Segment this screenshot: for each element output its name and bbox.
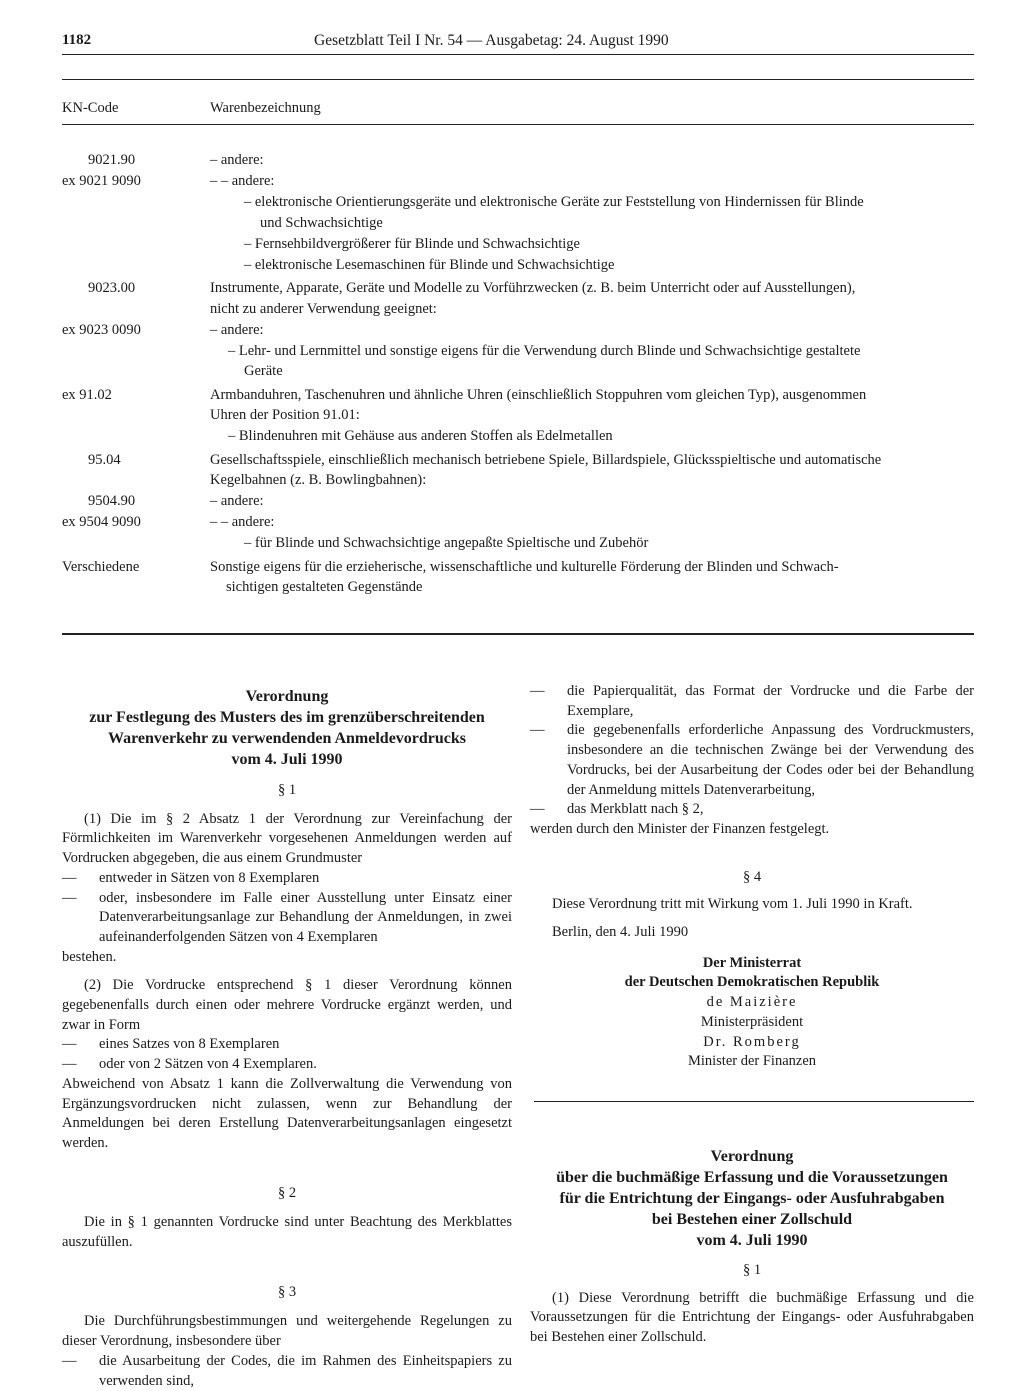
paragraph: Die Durchführungsbestimmungen und weitergehende Regelungen zu dieser Verordnung, insbesondere über: [62, 1313, 512, 1350]
table-top-rule: [62, 79, 974, 80]
description-line: – elektronische Orientierungsgeräte und elektronische Geräte zur Feststellung von Hindernissen für Blinde: [244, 194, 864, 210]
section-label: § 1: [277, 782, 297, 798]
table-row: [62, 426, 974, 447]
description-line: Armbanduhren, Taschenuhren und ähnliche Uhren (einschließlich Stoppuhren vom gleichen Typ), ausgenommen: [210, 386, 867, 403]
column-header-description: Warenbezeichnung: [210, 100, 321, 116]
table-row: [62, 150, 974, 171]
paragraph: werden durch den Minister der Finanzen festgelegt.: [530, 820, 830, 837]
description-line: Uhren der Position 91.01:: [210, 407, 360, 423]
list-item: — die Ausarbeitung der Codes, die im Rahmen des Einheitspapiers zu verwenden sind,: [62, 1352, 512, 1389]
description-line: – elektronische Lesemaschinen für Blinde und Schwachsichtige: [244, 256, 615, 273]
description-line: Kegelbahnen (z. B. Bowlingbahnen):: [210, 472, 427, 488]
heading-line: für die Entrichtung der Eingangs- oder Ausfuhrabgaben: [559, 1190, 945, 1207]
description-line: Gesellschaftsspiele, einschließlich mechanisch betriebene Spiele, Billardspiele, Glücksspieltische und automatische: [210, 451, 882, 468]
description-line: – – andere:: [210, 173, 275, 189]
paragraph: (2) Die Vordrucke entsprechend § 1 dieser Verordnung können gegebenenfalls durch einen oder mehrere Vordrucke ergänzt werden, und zwar in Form: [62, 977, 512, 1033]
section-label: § 4: [742, 868, 762, 885]
signatory-body: der Deutschen Demokratischen Republik: [624, 974, 880, 991]
heading-line: Warenverkehr zu verwendenden Anmeldevordrucks: [107, 730, 467, 747]
kn-code: Verschiedene: [62, 558, 140, 575]
header-rule: [62, 54, 974, 55]
table-row: [62, 533, 974, 554]
list-item: — die Papierqualität, das Format der Vordrucke und die Farbe der Exemplare,: [530, 683, 974, 719]
description-line: und Schwachsichtige: [260, 214, 383, 231]
signatory-name: Dr. Romberg: [703, 1033, 801, 1050]
description-line: – andere:: [210, 152, 264, 168]
goods-table: [62, 150, 974, 598]
kn-code: 9023.00: [88, 280, 136, 296]
publication-title: Gesetzblatt Teil I Nr. 54 — Ausgabetag: 24. August 1990: [314, 32, 669, 49]
section-label: § 1: [742, 1262, 762, 1278]
heading-line: vom 4. Juli 1990: [231, 751, 343, 768]
description-line: – für Blinde und Schwachsichtige angepaßte Spieltische und Zubehör: [244, 535, 649, 551]
signatory-body: Der Ministerrat: [702, 954, 802, 971]
table-row: [62, 450, 974, 491]
heading-line: Verordnung: [710, 1148, 794, 1165]
table-row: [62, 192, 974, 233]
description-line: nicht zu anderer Verwendung geeignet:: [210, 300, 437, 317]
paragraph: Diese Verordnung tritt mit Wirkung vom 1. Juli 1990 in Kraft.: [552, 896, 913, 913]
heading-line: Verordnung: [245, 688, 329, 705]
paragraph: Die in § 1 genannten Vordrucke sind unter Beachtung des Merkblattes auszufüllen.: [62, 1214, 512, 1251]
table-row: [62, 491, 974, 512]
column-divider: [534, 1101, 974, 1102]
signatory-name: de Maizière: [706, 994, 798, 1011]
table-row: [62, 171, 974, 192]
table-row: [62, 320, 974, 341]
decree-heading: [530, 1146, 974, 1251]
description-line: – – andere:: [210, 514, 275, 530]
description-line: – Fernsehbildvergrößerer für Blinde und Schwachsichtige: [244, 235, 580, 252]
description-line: – Lehr- und Lernmittel und sonstige eigens für die Verwendung durch Blinde und Schwachsichtige gestaltete: [228, 342, 861, 359]
table-row: [62, 255, 974, 276]
paragraph: Abweichend von Absatz 1 kann die Zollverwaltung die Verwendung von Ergänzungsvordrucken nicht zulassen, wenn zur Behandlung der Anmeldungen bei deren Erstellung Datenverarbeitungsanlagen eingesetzt werden.: [62, 1075, 512, 1151]
page-number: 1182: [62, 32, 92, 48]
table-row: [62, 385, 974, 426]
section-label: § 2: [277, 1184, 297, 1201]
list-item: — entweder in Sätzen von 8 Exemplaren: [62, 869, 320, 886]
column-header-code: KN-Code: [62, 100, 119, 116]
kn-code: ex 9021 9090: [62, 173, 141, 189]
list-item: — oder, insbesondere im Falle einer Ausstellung unter Einsatz einer Datenverarbeitungsanlage zur Behandlung der Anmeldungen, in zwei aufeinanderfolgenden Sätzen von 4 Exemplaren: [62, 889, 512, 945]
table-row: [62, 234, 974, 255]
heading-line: vom 4. Juli 1990: [696, 1232, 808, 1249]
list-item: — die gegebenenfalls erforderliche Anpassung des Vordruckmusters, insbesondere an die technischen Zwänge bei der Verwendung des Vordrucks, bei der Ausarbeitung der Codes oder bei der Behandlung der Anmeldung mittels Datenverarbeitung,: [530, 722, 974, 798]
heading-line: über die buchmäßige Erfassung und die Voraussetzungen: [556, 1169, 948, 1186]
table-row: [62, 341, 974, 382]
description-line: – Blindenuhren mit Gehäuse aus anderen Stoffen als Edelmetallen: [228, 428, 613, 444]
kn-code: ex 9504 9090: [62, 514, 141, 530]
heading-line: bei Bestehen einer Zollschuld: [651, 1211, 853, 1228]
table-row: [62, 278, 974, 319]
kn-code: ex 91.02: [62, 386, 112, 403]
list-item: — eines Satzes von 8 Exemplaren: [62, 1036, 280, 1053]
description-line: Geräte: [244, 363, 283, 379]
right-column-second-decree: [530, 1146, 974, 1348]
signatory-role: Minister der Finanzen: [687, 1053, 817, 1070]
kn-code: 9504.90: [88, 493, 136, 509]
list-item: — das Merkblatt nach § 2,: [530, 801, 704, 818]
decree-heading: [62, 686, 512, 770]
list-item: — oder von 2 Sätzen von 4 Exemplaren.: [62, 1056, 317, 1073]
paragraph: bestehen.: [62, 948, 117, 965]
description-line: Instrumente, Apparate, Geräte und Modelle zu Vorführzwecken (z. B. beim Unterricht oder auf Ausstellungen),: [210, 280, 856, 296]
table-row: [62, 557, 974, 598]
signatory-role: Ministerpräsident: [700, 1013, 804, 1030]
table-row: [62, 512, 974, 533]
description-line: sichtigen gestalteten Gegenstände: [226, 579, 423, 595]
kn-code: 95.04: [88, 451, 121, 468]
description-line: – andere:: [210, 493, 264, 509]
paragraph: (1) Diese Verordnung betrifft die buchmäßige Erfassung und die Voraussetzungen für die Entrichtung der Eingangs- oder Ausfuhrabgaben bei Bestehen einer Zollschuld.: [530, 1289, 974, 1346]
section-divider: [62, 633, 974, 635]
left-column: [62, 686, 512, 1391]
kn-code: ex 9023 0090: [62, 321, 141, 338]
place-date: Berlin, den 4. Juli 1990: [552, 924, 689, 941]
kn-code: 9021.90: [88, 152, 136, 168]
right-column: [530, 682, 974, 1072]
page-header: [62, 32, 974, 54]
description-line: – andere:: [210, 321, 264, 338]
description-line: Sonstige eigens für die erzieherische, wissenschaftliche und kulturelle Förderung der Blinden und Schwach-: [210, 558, 839, 575]
table-header-rule: [62, 124, 974, 125]
paragraph: (1) Die im § 2 Absatz 1 der Verordnung zur Vereinfachung der Förmlichkeiten im Warenverkehr vorgesehenen Anmeldungen werden auf Vordrucken abgegeben, die aus einem Grundmuster: [62, 810, 512, 867]
section-label: § 3: [277, 1283, 297, 1300]
heading-line: zur Festlegung des Musters des im grenzüberschreitenden: [89, 709, 485, 726]
